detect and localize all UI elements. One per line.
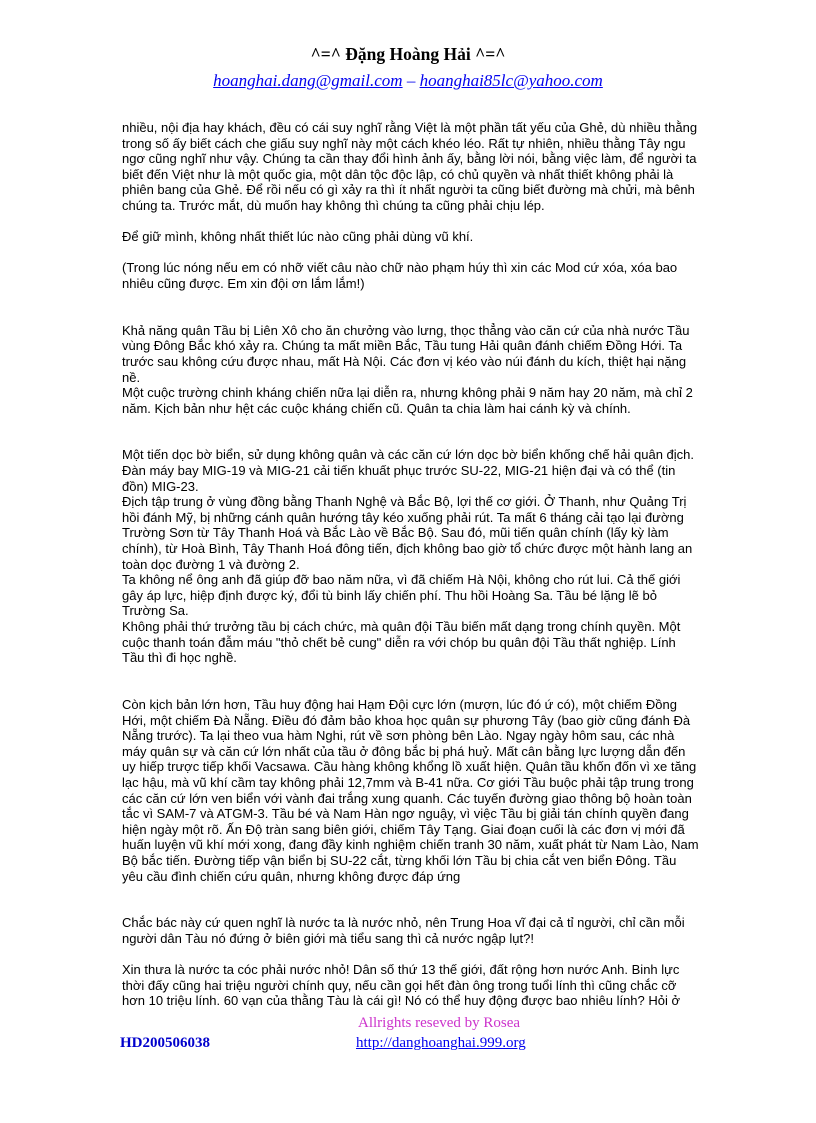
author-title: ^=^ Đặng Hoàng Hải ^=^ xyxy=(310,44,506,64)
paragraph: nhiều, nội địa hay khách, đều có cái suy nghĩ rằng Việt là một phần tất yếu của Ghẻ, dù nhiều thằng trong số ấy biết cách che giấu suy nghĩ này một cách khéo léo. Rất tự nhiên, nhiều thằng Tây ngu ngơ cũng nghĩ như vậy. Chúng ta cần thay đổi hình ảnh ấy, bằng lời nói, bằng việc làm, để người ta biết đến Việt như là một quốc gia, một dân tộc độc lập, có chủ quyền và nhất thiết không phải là phiên bang của Ghẻ. Để rồi nếu có gì xảy ra thì ít nhất người ta cũng biết đường mà chửi, mà bênh chúng ta. Trước mắt, dù muốn hay không thì chúng ta cũng phải chịu lép. xyxy=(122,120,698,213)
email-link-yahoo[interactable]: hoanghai85lc@yahoo.com xyxy=(419,71,603,90)
paragraph: Không phải thứ trưởng tầu bị cách chức, mà quân đội Tầu biến mất dạng trong chính quyền. Một cuộc thanh toán đẫm máu "thỏ chết bẻ cung" diễn ra với chóp bu quân đội Tầu thất nghiệp. Lính Tầu thì đi học nghề. xyxy=(122,619,681,666)
copyright-notice: Allrights reseved by Rosea xyxy=(358,1015,521,1031)
paragraph: Một tiến dọc bờ biển, sử dụng không quân và các căn cứ lớn dọc bờ biển khống chế hải quân địch. Đàn máy bay MIG-19 và MIG-21 cải tiến khuất phục trước SU-22, MIG-21 hiện đại và có thể (tin đồn) MIG-23. xyxy=(122,447,695,494)
paragraph-spacer xyxy=(122,245,699,261)
paragraph-spacer xyxy=(122,307,699,323)
paragraph: Địch tập trung ở vùng đồng bằng Thanh Nghệ và Bắc Bộ, lợi thế cơ giới. Ở Thanh, như Quảng Trị hồi đánh Mỹ, bị những cánh quân hướng tây kéo xuống phải rút. Ta mất 6 tháng cải tạo lại đường Trường Sơn từ Tây Thanh Hoá và Bắc Lào về Bắc Bộ. Sau đó, mũi tiến quân chính (lấy kỳ làm chính), từ Hoà Bình, Tây Thanh Hoá đông tiến, địch không bao giờ tổ chức được một hành lang an toàn dọc đường 1 và đường 2. xyxy=(122,494,693,572)
paragraph-spacer xyxy=(122,666,699,682)
website-link[interactable]: http://danghoanghai.999.org xyxy=(356,1035,526,1051)
paragraph-spacer xyxy=(122,416,699,432)
paragraph-spacer xyxy=(122,946,699,962)
paragraph-spacer xyxy=(122,681,699,697)
email-link-gmail[interactable]: hoanghai.dang@gmail.com xyxy=(213,71,403,90)
email-separator: – xyxy=(402,71,420,90)
paragraph: Để giữ mình, không nhất thiết lúc nào cũng phải dùng vũ khí. xyxy=(122,229,474,245)
paragraph: Chắc bác này cứ quen nghĩ là nước ta là nước nhỏ, nên Trung Hoa vĩ đại cả tỉ người, chỉ cần mỗi người dân Tàu nó đứng ở biên giới mà tiểu sang thì cả nước ngập lụt?! xyxy=(122,915,685,946)
document-id: HD200506038 xyxy=(120,1035,210,1051)
paragraph-spacer xyxy=(122,214,699,230)
email-line xyxy=(0,71,816,91)
paragraph: Xin thưa là nước ta cóc phải nước nhỏ! Dân số thứ 13 thế giới, đất rộng hơn nước Anh. Binh lực thời đấy cũng hai triệu người chính quy, nếu cần gọi hết đàn ông trong tuổi lính thì cũng chắc cỡ hơn 10 triệu lính. 60 vạn của thằng Tàu là cái gì! Nó có thể huy động được bao nhiêu lính? Hỏi ở xyxy=(122,962,681,1009)
paragraph: Một cuộc trường chinh kháng chiến nữa lại diễn ra, nhưng không phải 9 năm hay 20 năm, mà chỉ 2 năm. Kịch bản như hệt các cuộc kháng chiến cũ. Quân ta chia làm hai cánh kỳ và chính. xyxy=(122,385,693,416)
paragraph-spacer xyxy=(122,432,699,448)
paragraph: Khả năng quân Tầu bị Liên Xô cho ăn chưởng vào lưng, thọc thẳng vào căn cứ của nhà nước Tầu vùng Đông Bắc khó xảy ra. Chúng ta mất miền Bắc, Tầu tung Hải quân đánh chiếm Đồng Hới. Ta trước sau không cứu được nhau, mất Hà Nội. Các đơn vị kéo vào núi đánh du kích, thiệt hại nặng nề. xyxy=(122,322,690,385)
paragraph: (Trong lúc nóng nếu em có nhỡ viết câu nào chữ nào phạm húy thì xin các Mod cứ xóa, xóa bao nhiêu cũng được. Em xin đội ơn lắm lắm!) xyxy=(122,260,678,291)
paragraph: Còn kịch bản lớn hơn, Tầu huy động hai Hạm Đội cực lớn (mượn, lúc đó ứ có), một chiếm Đồng Hới, một chiếm Đà Nẵng. Điều đó đảm bảo khoa học quân sự phương Tây (bao giờ cũng đánh Đà Nẵng trước). Ta lại theo vua hàm Nghi, rút về sơn phòng bên Lào. Ngay ngày hôm sau, các nhà máy quân sự và căn cứ lớn nhất của tầu ở đông bắc bị phá huỷ. Mất cân bằng lực lượng dẫn đến uy hiếp trược tiếp khối Vacsawa. Cầu hàng không khổng lồ xuất hiện. Quân tầu khốn đốn vì xe tăng lạc hậu, mà vũ khí cầm tay không phải 12,7mm và B-41 nữa. Cơ giới Tầu buộc phải tập trung trong các căn cứ lớn ven biển với vành đai trắng xung quanh. Các tuyến đường giao thông bộ hoàn toàn tắc vì SAM-7 và ATGM-3. Tầu bé và Nam Hàn ngơ nguậy, vì việc Tầu bị giải tán chính quyền đang hiện ngày một rõ. Ấn Độ tràn sang biên giới, chiếm Tây Tạng. Giai đoạn cuối là các đơn vị mới đã huấn luyện vũ khí mới xong, đang đầy kinh nghiệm chiến tranh 30 năm, xuất phát từ Nam Lào, Nam Bộ bắc tiến. Đường tiếp vận biển bị SU-22 cắt, từng khối lớn Tầu bị chia cắt ven biển Đông. Tầu yêu cầu đình chiến cứu quân, nhưng không được đáp ứng xyxy=(122,696,699,884)
paragraph-spacer xyxy=(122,900,699,916)
paragraph: Ta không nể ông anh đã giúp đỡ bao năm nữa, vì đã chiếm Hà Nội, không cho rút lui. Cả thế giới gây áp lực, hiệp định được ký, đổi tù binh lấy chiến phí. Thu hồi Hoàng Sa. Tầu bé lặng lẽ bỏ Trường Sa. xyxy=(122,572,681,619)
article-body xyxy=(122,120,699,1009)
paragraph-spacer xyxy=(122,884,699,900)
paragraph-spacer xyxy=(122,292,699,308)
